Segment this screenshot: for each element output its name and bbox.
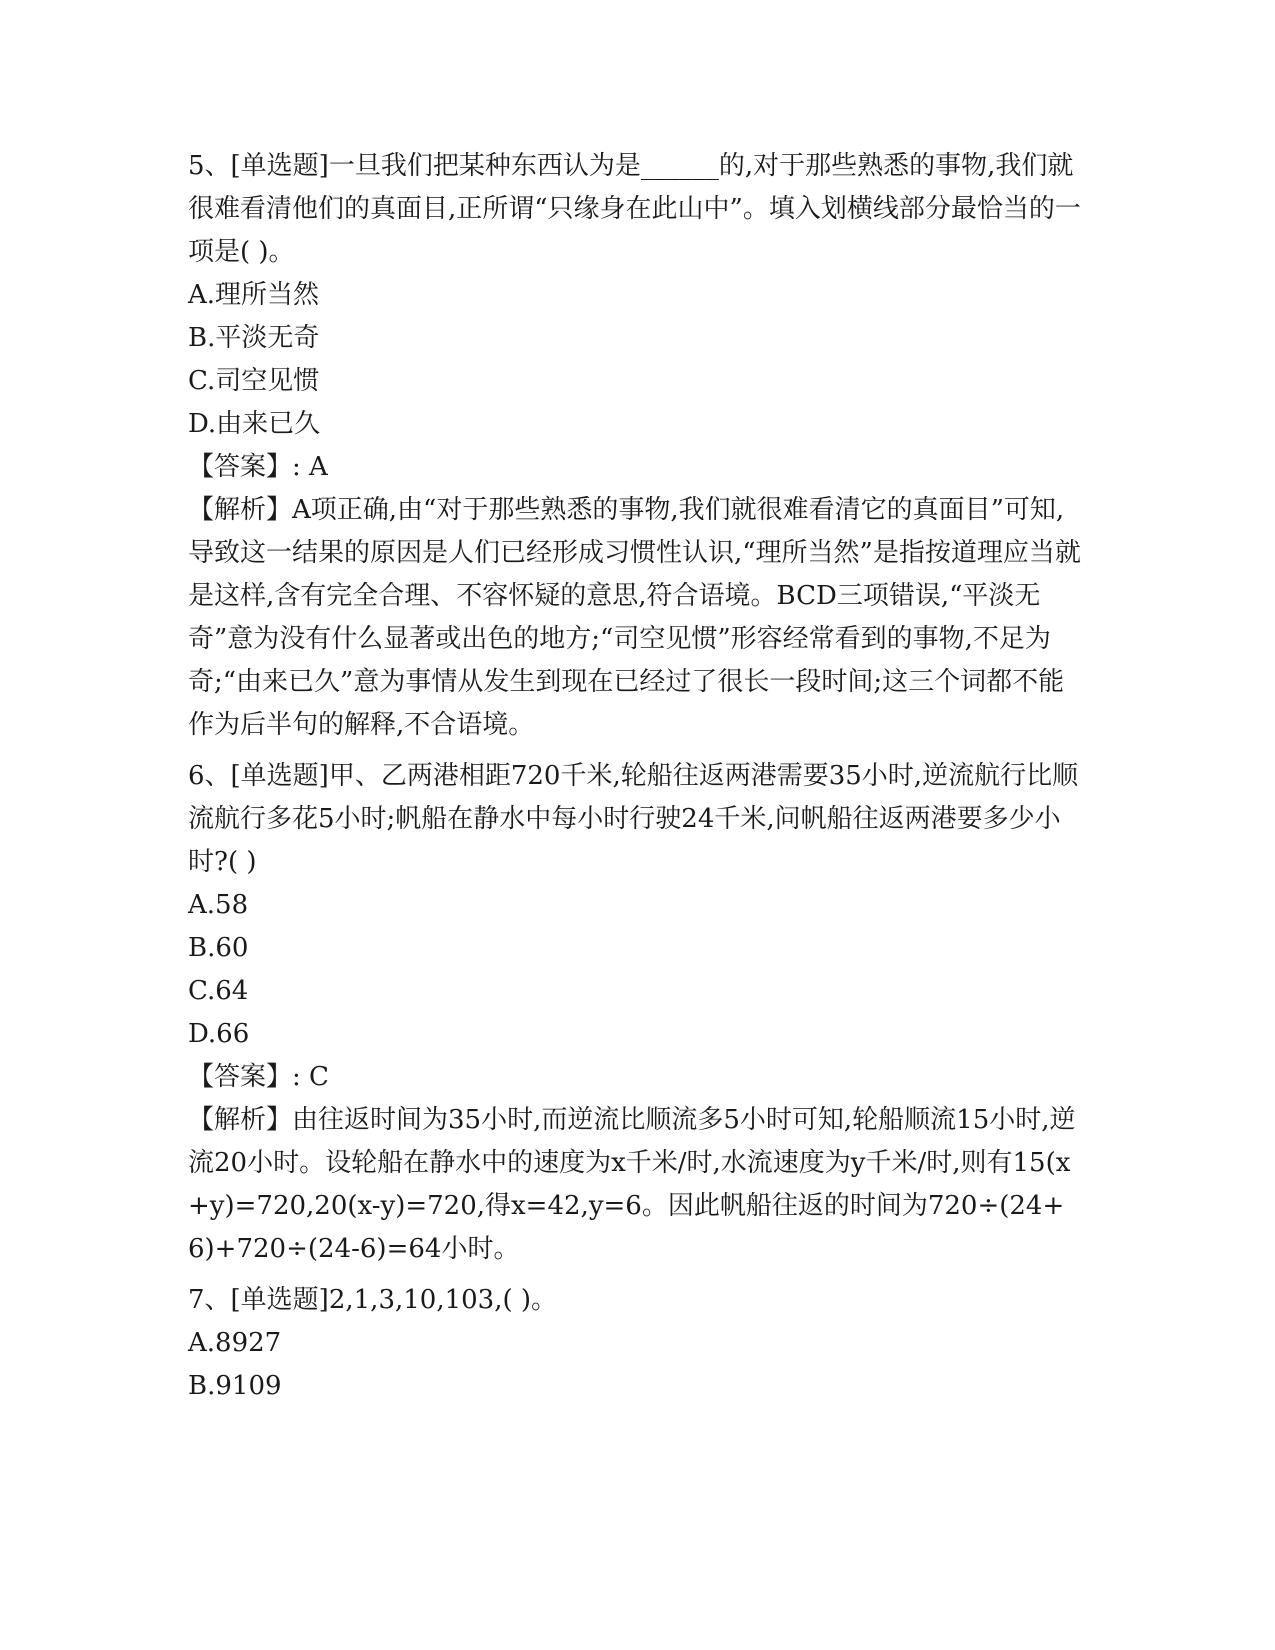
question-5 bbox=[188, 145, 1083, 747]
option-a: A.理所当然 bbox=[188, 280, 320, 310]
option-d: D.由来已久 bbox=[188, 409, 321, 439]
question-7 bbox=[188, 1279, 1083, 1408]
option-d: D.66 bbox=[188, 1019, 250, 1049]
analysis-paragraph bbox=[188, 489, 1083, 747]
answer-value: : A bbox=[292, 452, 328, 482]
analysis-paragraph bbox=[188, 1099, 1083, 1271]
option-a: A.58 bbox=[188, 890, 249, 920]
option-b: B.60 bbox=[188, 933, 249, 963]
answer-value: : C bbox=[292, 1062, 329, 1092]
document-content bbox=[188, 145, 1083, 1408]
answer-line bbox=[188, 446, 1083, 489]
answer-label: 【答案】 bbox=[188, 452, 293, 482]
analysis-text: A项正确,由“对于那些熟悉的事物,我们就很难看清它的真面目”可知,导致这一结果的原因是人们已经形成习惯性认识,“理所当然”是指按道理应当就是这样,含有完全合理、不容怀疑的意思,符合语境。BCD三项错误,“平淡无奇”意为没有什么显著或出色的地方;“司空见惯”形容经常看到的事物,不足为奇;“由来已久”意为事情从发生到现在已经过了很长一段时间;这三个词都不能作为后半句的解释,不合语境。 bbox=[188, 495, 1081, 740]
analysis-label: 【解析】 bbox=[188, 495, 293, 525]
answer-label: 【答案】 bbox=[188, 1062, 293, 1092]
question-6 bbox=[188, 755, 1083, 1271]
answer-line bbox=[188, 1056, 1083, 1099]
option-b: B.9109 bbox=[188, 1371, 282, 1401]
analysis-text: 由往返时间为35小时,而逆流比顺流多5小时可知,轮船顺流15小时,逆流20小时。设轮船在静水中的速度为x千米/时,水流速度为y千米/时,则有15(x+y)=720,20(x-y)=720,得x=42,y=6。因此帆船往返的时间为720÷(24+6)+720÷(24-6)=64小时。 bbox=[188, 1105, 1076, 1264]
question-stem: 6、[单选题]甲、乙两港相距720千米,轮船往返两港需要35小时,逆流航行比顺流航行多花5小时;帆船在静水中每小时行驶24千米,问帆船往返两港要多少小时?( ) bbox=[188, 761, 1079, 877]
option-a: A.8927 bbox=[188, 1328, 282, 1358]
question-stem: 7、[单选题]2,1,3,10,103,( )。 bbox=[188, 1285, 558, 1315]
option-b: B.平淡无奇 bbox=[188, 323, 320, 353]
option-c: C.司空见惯 bbox=[188, 366, 320, 396]
option-c: C.64 bbox=[188, 976, 249, 1006]
analysis-label: 【解析】 bbox=[188, 1105, 293, 1135]
question-stem: 5、[单选题]一旦我们把某种东西认为是______的,对于那些熟悉的事物,我们就很难看清他们的真面目,正所谓“只缘身在此山中”。填入划横线部分最恰当的一项是( )。 bbox=[188, 151, 1081, 267]
